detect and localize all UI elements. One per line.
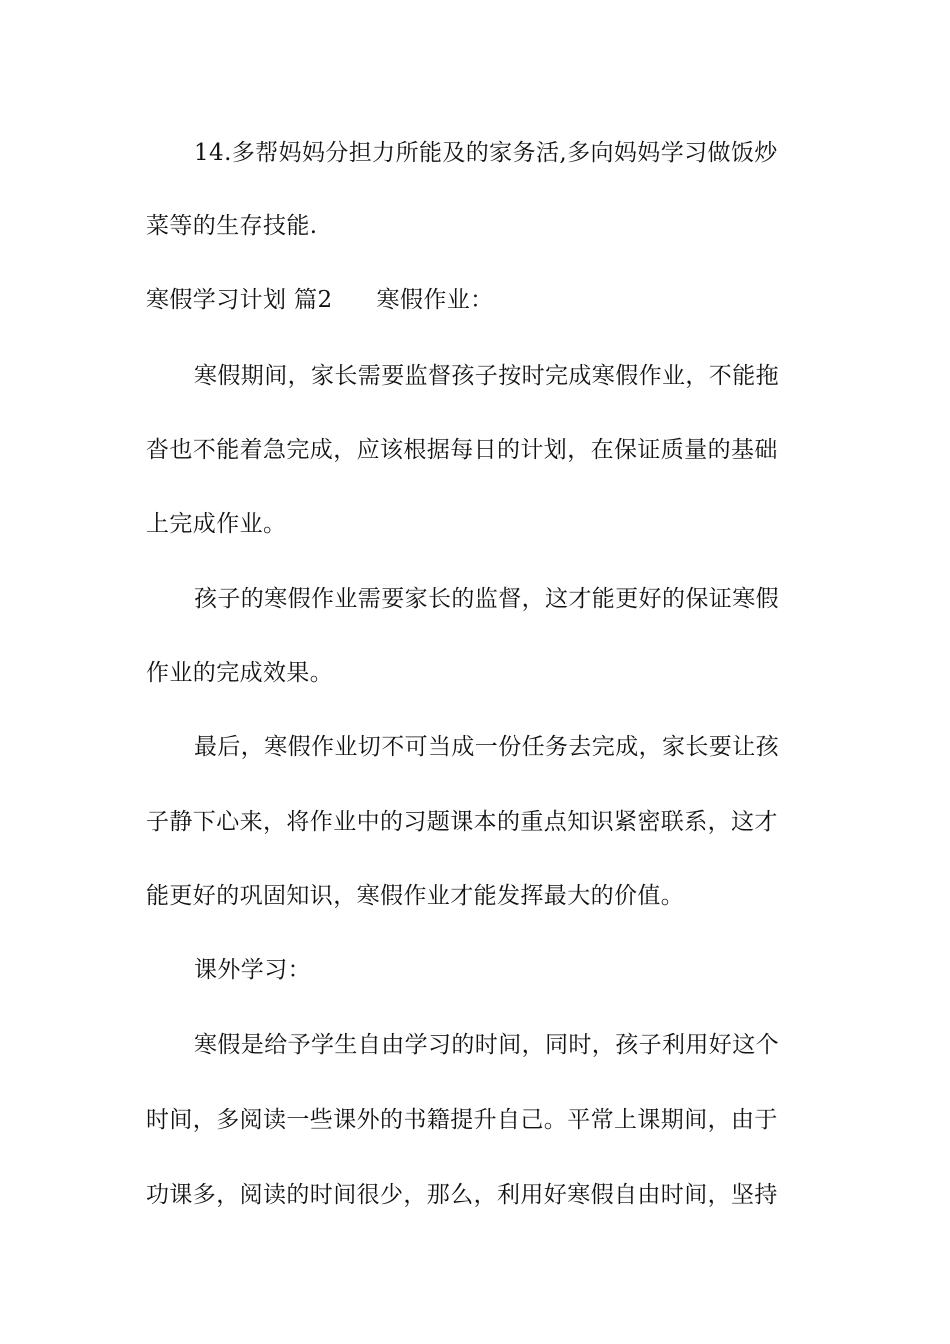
paragraph-line: 子静下心来，将作业中的习题课本的重点知识紧密联系，这才 bbox=[146, 809, 778, 835]
paragraph-line: 能更好的巩固知识，寒假作业才能发挥最大的价值。 bbox=[146, 883, 685, 909]
subsection-title: 寒假作业： bbox=[376, 287, 494, 313]
paragraph-line: 最后，寒假作业切不可当成一份任务去完成，家长要让孩 bbox=[194, 734, 779, 760]
paragraph-line: 寒假期间，家长需要监督孩子按时完成寒假作业，不能拖 bbox=[194, 363, 779, 389]
paragraph-line: 作业的完成效果。 bbox=[146, 660, 334, 686]
section-title: 寒假学习计划 篇2 bbox=[146, 287, 333, 313]
paragraph-line: 寒假是给予学生自由学习的时间，同时，孩子利用好这个 bbox=[194, 1032, 779, 1058]
paragraph-line: 时间，多阅读一些课外的书籍提升自己。平常上课期间，由于 bbox=[146, 1107, 778, 1133]
paragraph-line: 沓也不能着急完成，应该根据每日的计划，在保证质量的基础 bbox=[146, 437, 778, 463]
section-heading-line bbox=[146, 289, 494, 312]
paragraph-line: 上完成作业。 bbox=[146, 511, 287, 537]
subsection-title-line: 课外学习： bbox=[194, 957, 311, 983]
paragraph-line: 菜等的生存技能. bbox=[146, 213, 318, 239]
paragraph-line: 功课多，阅读的时间很少，那么，利用好寒假自由时间，坚持 bbox=[146, 1182, 778, 1208]
paragraph-line: 孩子的寒假作业需要家长的监督，这才能更好的保证寒假 bbox=[194, 586, 779, 612]
paragraph-line: 14.多帮妈妈分担力所能及的家务活,多向妈妈学习做饭炒 bbox=[194, 140, 778, 166]
